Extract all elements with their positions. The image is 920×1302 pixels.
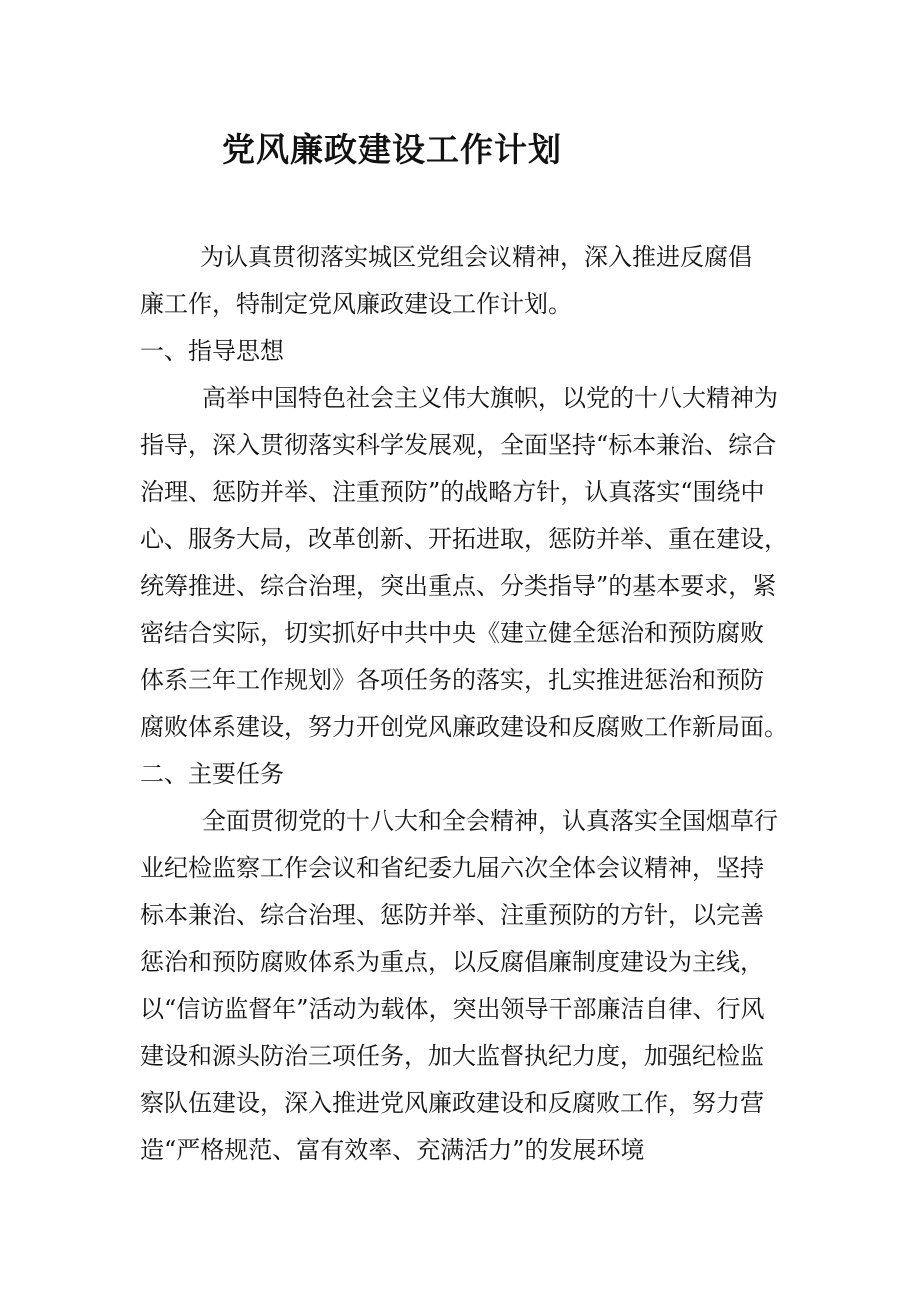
paragraph-line: 建设和源头防治三项任务，加大监督执纪力度，加强纪检监 [140,1042,764,1070]
paragraph-line: 指导，深入贯彻落实科学发展观，全面坚持“标本兼治、综合 [140,431,777,459]
paragraph-line: 治理、惩防并举、注重预防”的战略方针，认真落实“围绕中 [140,478,765,506]
paragraph-line: 以“信访监督年”活动为载体，突出领导干部廉洁自律、行风 [140,995,765,1023]
paragraph-line: 造“严格规范、富有效率、充满活力”的发展环境 [140,1136,645,1164]
document-title: 党风廉政建设工作计划 [222,130,562,169]
document-body [140,234,790,1174]
intro-line: 廉工作，特制定党风廉政建设工作计划。 [140,290,572,318]
paragraph-line: 密结合实际，切实抓好中共中央《建立健全惩治和预防腐败 [140,619,764,647]
paragraph-line: 业纪检监察工作会议和省纪委九届六次全体会议精神，坚持 [140,854,764,882]
paragraph-line: 标本兼治、综合治理、惩防并举、注重预防的方针，以完善 [140,901,764,929]
paragraph-line: 高举中国特色社会主义伟大旗帜，以党的十八大精神为 [202,384,778,412]
intro-line: 为认真贯彻落实城区党组会议精神，深入推进反腐倡 [200,243,752,271]
paragraph-line: 统筹推进、综合治理，突出重点、分类指导”的基本要求，紧 [140,572,777,600]
paragraph-line: 全面贯彻党的十八大和全会精神，认真落实全国烟草行 [202,807,778,835]
paragraph-line: 体系三年工作规划》各项任务的落实，扎实推进惩治和预防 [140,666,764,694]
paragraph-line: 察队伍建设，深入推进党风廉政建设和反腐败工作，努力营 [140,1089,764,1117]
section-heading-guiding-thought: 一、指导思想 [140,337,284,365]
paragraph-line: 腐败体系建设，努力开创党风廉政建设和反腐败工作新局面。 [140,713,788,741]
paragraph-line: 心、服务大局，改革创新、开拓进取，惩防并举、重在建设， [140,525,788,553]
paragraph-line: 惩治和预防腐败体系为重点，以反腐倡廉制度建设为主线， [140,948,764,976]
section-heading-main-tasks: 二、主要任务 [140,760,284,788]
